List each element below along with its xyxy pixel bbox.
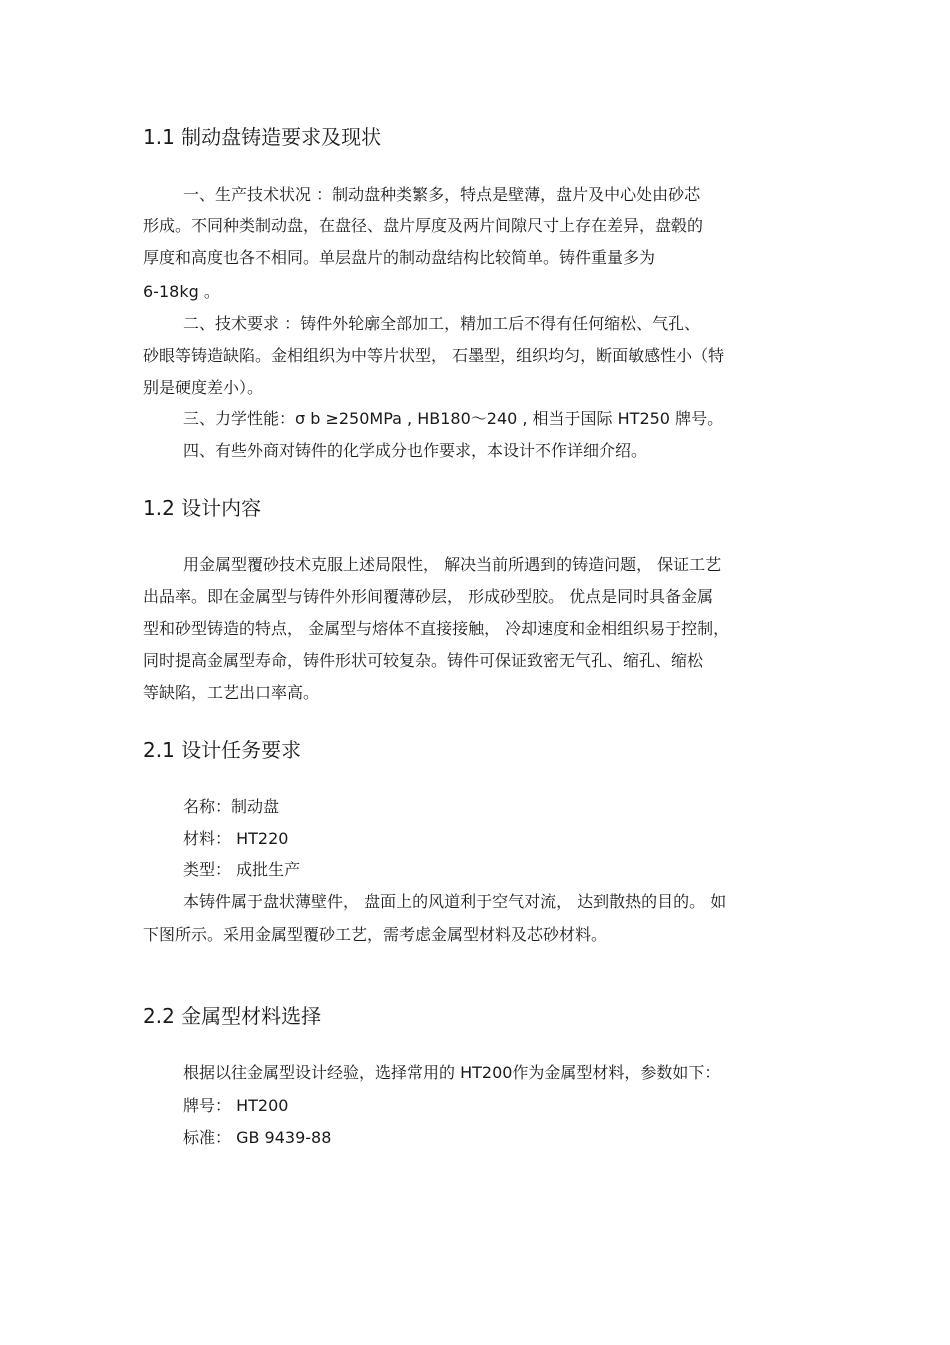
paragraph-line: 别是硬度差小）。	[143, 378, 264, 397]
paragraph-line: 标准： GB 9439-88	[183, 1128, 332, 1147]
paragraph-line: 牌号： HT200	[183, 1096, 289, 1115]
paragraph-line: 同时提高金属型寿命，铸件形状可较复杂。铸件可保证致密无气孔、缩孔、缩松	[143, 651, 704, 670]
section-heading-1-1: 1.1 制动盘铸造要求及现状	[143, 125, 382, 149]
paragraph-line: 三、力学性能：σ b ≥250MPa , HB180～240 , 相当于国际 HT250 牌号。	[183, 409, 724, 428]
paragraph-line: 形成。不同种类制动盘，在盘径、盘片厚度及两片间隙尺寸上存在差异，盘毂的	[143, 216, 704, 235]
paragraph-line: 名称：制动盘	[183, 797, 280, 816]
paragraph-line: 下图所示。采用金属型覆砂工艺，需考虑金属型材料及芯砂材料。	[143, 925, 608, 944]
paragraph-line: 6-18kg 。	[143, 282, 220, 301]
paragraph-line: 类型： 成批生产	[183, 860, 301, 879]
paragraph-line: 砂眼等铸造缺陷。金相组织为中等片状型， 石墨型，组织均匀，断面敏感性小（特	[143, 346, 725, 365]
paragraph-line: 型和砂型铸造的特点， 金属型与熔体不直接接触， 冷却速度和金相组织易于控制，	[143, 619, 730, 638]
paragraph-line: 出品率。即在金属型与铸件外形间覆薄砂层， 形成砂型胶。 优点是同时具备金属	[143, 587, 714, 606]
paragraph-line: 材料： HT220	[183, 829, 289, 848]
paragraph-line: 本铸件属于盘状薄壁件， 盘面上的风道利于空气对流， 达到散热的目的。 如	[183, 892, 727, 911]
section-heading-2-2: 2.2 金属型材料选择	[143, 1004, 322, 1028]
paragraph-line: 二、技术要求 ：铸件外轮廓全部加工，精加工后不得有任何缩松、气孔、	[183, 314, 701, 333]
section-heading-1-2: 1.2 设计内容	[143, 496, 262, 520]
paragraph-line: 一、生产技术状况 ：制动盘种类繁多，特点是壁薄，盘片及中心处由砂芯	[183, 185, 701, 204]
section-heading-2-1: 2.1 设计任务要求	[143, 738, 302, 762]
paragraph-line: 根据以往金属型设计经验，选择常用的 HT200作为金属型材料，参数如下：	[183, 1063, 721, 1082]
paragraph-line: 用金属型覆砂技术克服上述局限性， 解决当前所遇到的铸造问题， 保证工艺	[183, 555, 722, 574]
paragraph-line: 厚度和高度也各不相同。单层盘片的制动盘结构比较简单。铸件重量多为	[143, 248, 656, 267]
paragraph-line: 四、有些外商对铸件的化学成分也作要求，本设计不作详细介绍。	[183, 441, 648, 460]
paragraph-line: 等缺陷，工艺出口率高。	[143, 683, 320, 702]
